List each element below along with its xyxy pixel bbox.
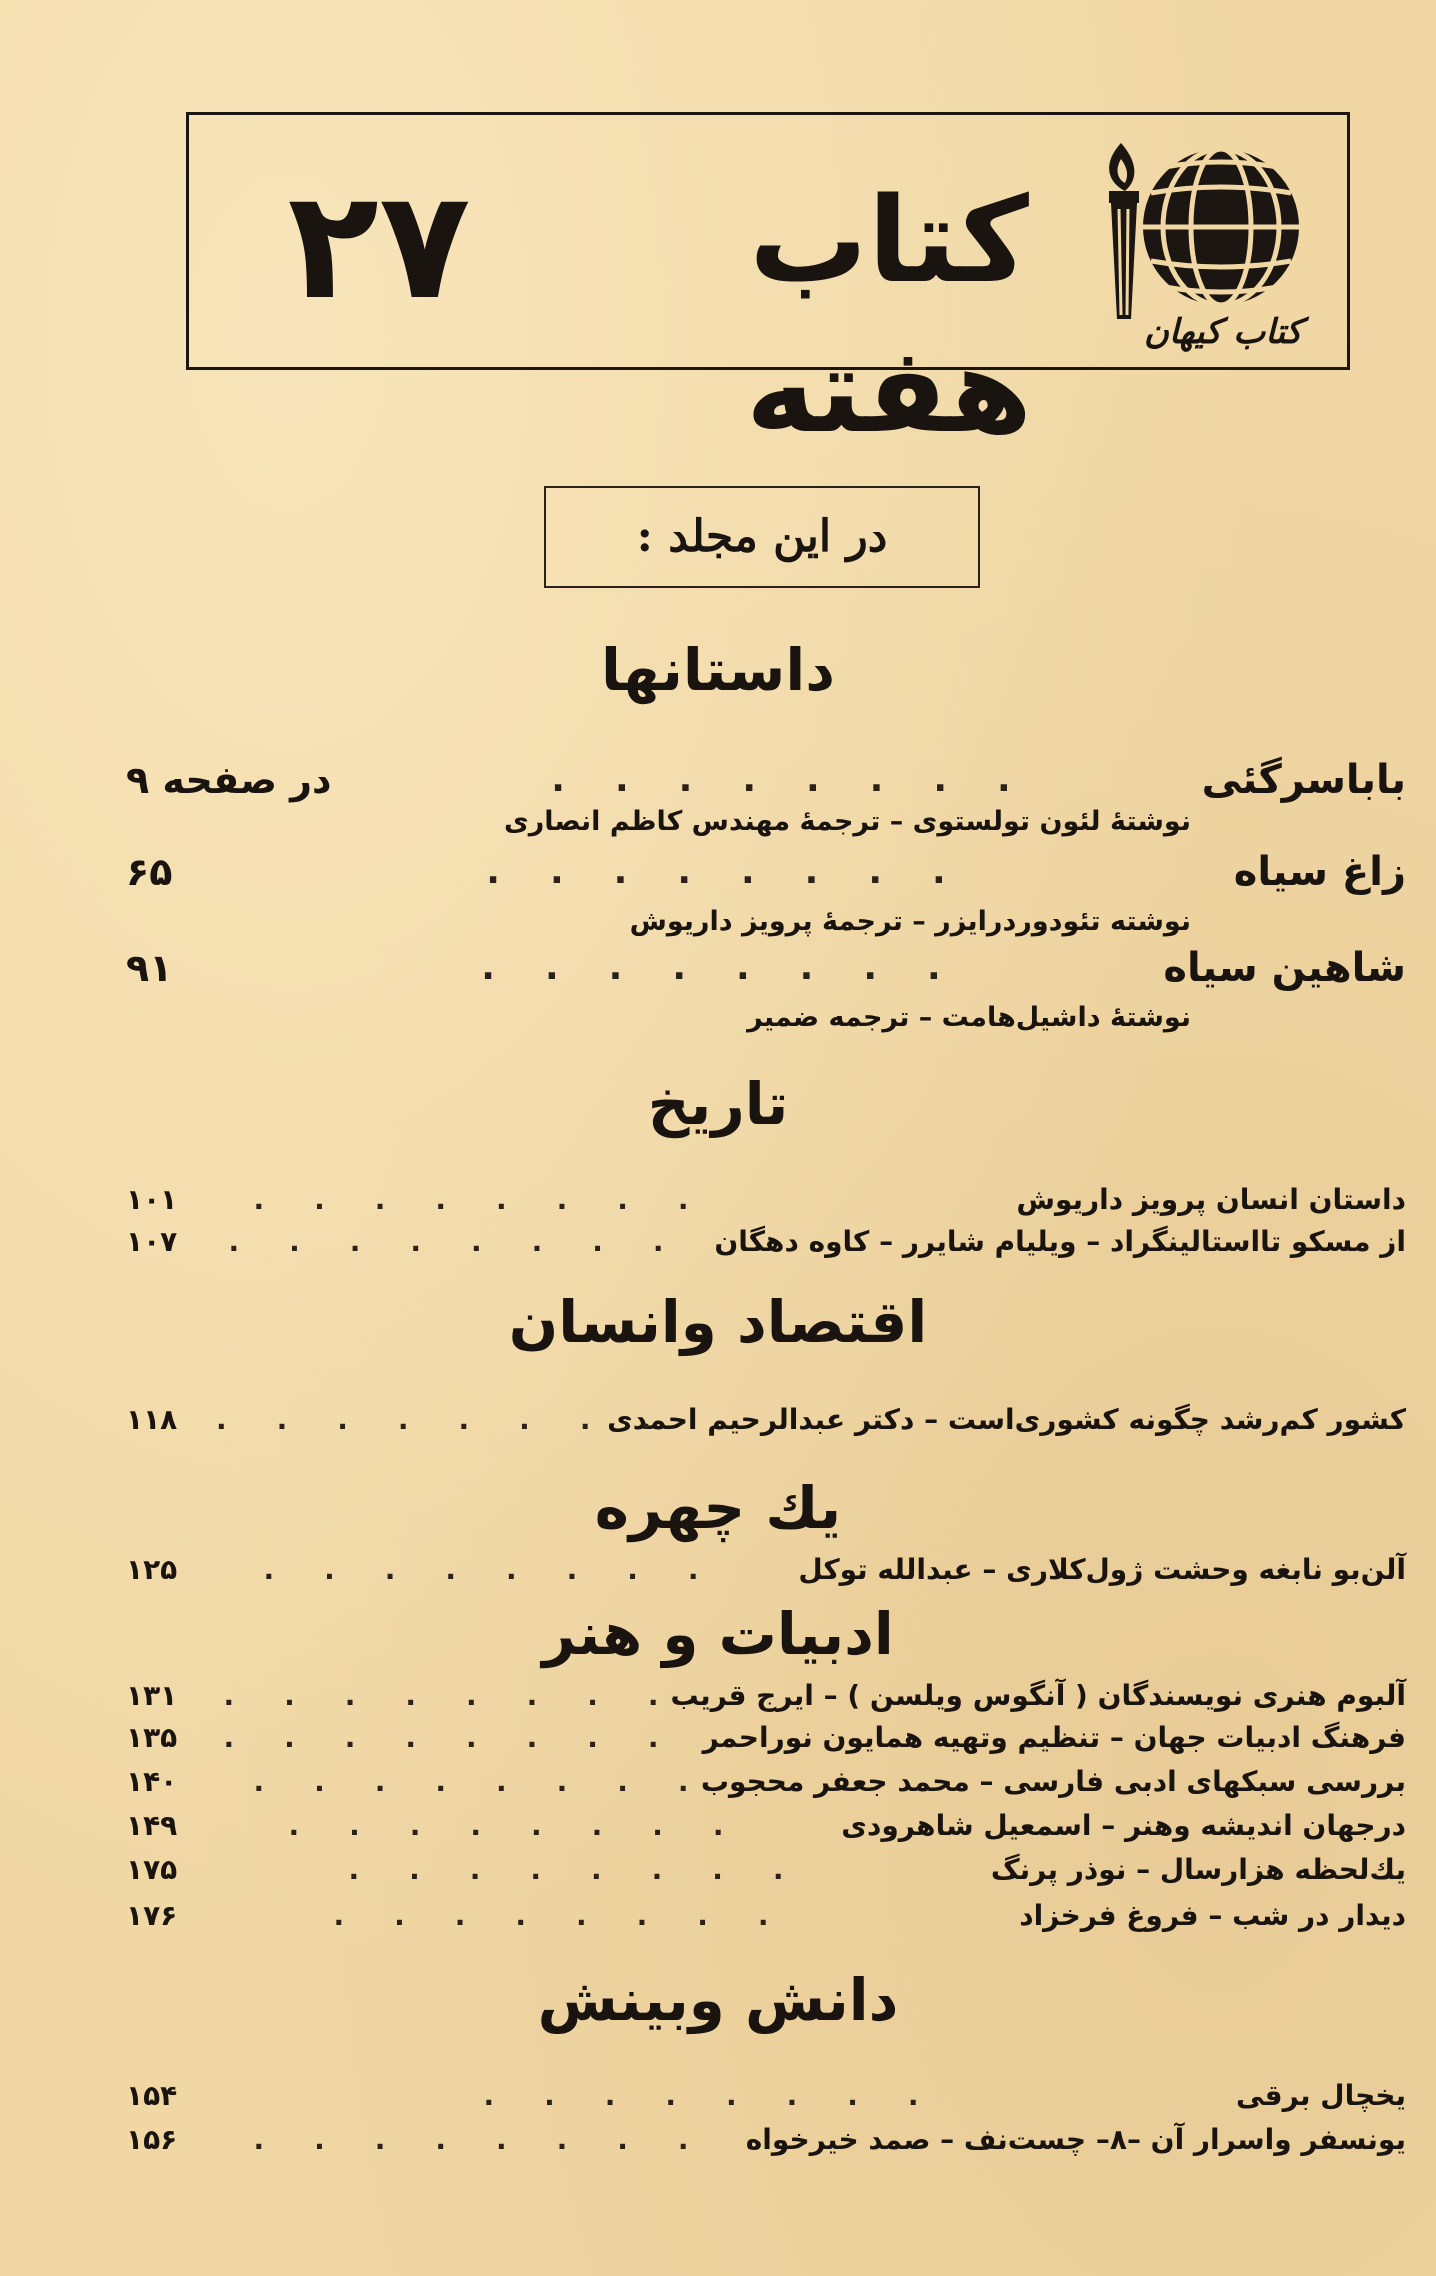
magazine-title: کتاب هفته bbox=[745, 171, 1033, 459]
leader-dots: ........ bbox=[483, 2079, 969, 2112]
entry-title: آلبوم هنری نویسندگان ( آنگوس ویلسن ) – ایرج قریب bbox=[670, 1679, 1406, 1712]
toc-entry bbox=[116, 944, 1406, 992]
leader-dots: ........ bbox=[348, 1853, 834, 1886]
entry-title: زاغ سیاه bbox=[1233, 849, 1406, 895]
leader-dots: ........ bbox=[216, 1403, 702, 1436]
entry-title: داستان انسان پرویز داریوش bbox=[1016, 1183, 1406, 1216]
leader-dots: ........ bbox=[333, 1899, 819, 1932]
entry-page: ۹۱ bbox=[126, 946, 173, 990]
toc-entry bbox=[116, 1846, 1406, 1894]
entry-title: یخچال برقی bbox=[1235, 2079, 1406, 2112]
entry-page: ۱۰۱ bbox=[126, 1183, 178, 1216]
entry-page: ۱۳۵ bbox=[126, 1721, 178, 1754]
toc-entry bbox=[116, 756, 1406, 804]
entry-page: ۱۷۵ bbox=[126, 1853, 178, 1886]
leader-dots: ........ bbox=[486, 851, 996, 892]
entry-title: کشور کم‌رشد چگونه کشوری‌است – دکتر عبدالرحیم احمدی bbox=[607, 1403, 1406, 1436]
leader-dots: ........ bbox=[481, 947, 991, 988]
entry-title: یك‌لحظه هزارسال – نوذر پرنگ bbox=[990, 1853, 1406, 1886]
section-title-economy: اقتصاد وانسان bbox=[508, 1288, 928, 1356]
leader-dots: ........ bbox=[228, 1225, 714, 1258]
torch-globe-icon bbox=[1081, 135, 1311, 325]
toc-entry bbox=[116, 1176, 1406, 1224]
entry-page: ۱۴۰ bbox=[126, 1765, 178, 1798]
section-title-history: تاریخ bbox=[647, 1070, 789, 1138]
entry-title: بررسی سبکهای ادبی فارسی – محمد جعفر محجوب bbox=[700, 1765, 1406, 1798]
toc-entry bbox=[116, 848, 1406, 896]
toc-entry bbox=[116, 1396, 1406, 1444]
entry-title: درجهان اندیشه وهنر – اسمعیل شاهرودی bbox=[841, 1809, 1406, 1842]
section-title-literature-art: ادبیات و هنر bbox=[542, 1600, 894, 1668]
toc-entry bbox=[116, 2116, 1406, 2164]
toc-entry bbox=[116, 1892, 1406, 1940]
entry-title: دیدار در شب – فروغ فرخزاد bbox=[1019, 1899, 1406, 1932]
toc-entry bbox=[116, 1546, 1406, 1594]
entry-page: ۱۷۶ bbox=[126, 1899, 178, 1932]
entry-title: یونسفر واسرار آن –۸– چست‌نف – صمد خیرخواه bbox=[745, 2123, 1406, 2156]
entry-page: ۱۰۷ bbox=[126, 1225, 178, 1258]
leader-dots: ........ bbox=[551, 759, 1061, 800]
entry-byline: نوشتهٔ لئون تولستوی – ترجمهٔ مهندس کاظم انصاری bbox=[504, 806, 1191, 837]
toc-entry bbox=[116, 1758, 1406, 1806]
entry-byline: نوشته تئودوردرایزر – ترجمهٔ پرویز داریوش bbox=[629, 906, 1191, 937]
entry-page: ۱۴۹ bbox=[126, 1809, 178, 1842]
entry-title: باباسرگئی bbox=[1201, 757, 1406, 803]
toc-entry bbox=[116, 1714, 1406, 1762]
entry-page: در صفحه ۹ bbox=[126, 758, 332, 802]
leader-dots: ........ bbox=[223, 1679, 709, 1712]
entry-page: ۱۲۵ bbox=[126, 1553, 178, 1586]
contents-label: در این مجلد : bbox=[544, 486, 980, 588]
entry-title: آلن‌بو نابغه وحشت ژول‌کلاری – عبدالله توکل bbox=[798, 1553, 1406, 1586]
issue-number: ۲۷ bbox=[287, 159, 471, 333]
entry-title: شاهین سیاه bbox=[1163, 945, 1406, 991]
leader-dots: ........ bbox=[253, 2123, 739, 2156]
toc-entry bbox=[116, 1672, 1406, 1720]
entry-byline: نوشتهٔ داشیل‌هامت – ترجمه ضمیر bbox=[747, 1002, 1191, 1033]
leader-dots: ........ bbox=[263, 1553, 749, 1586]
entry-page: ۱۳۱ bbox=[126, 1679, 178, 1712]
leader-dots: ........ bbox=[253, 1183, 739, 1216]
entry-title: فرهنگ ادبیات جهان – تنظیم وتهیه همایون نوراحمر bbox=[702, 1721, 1406, 1754]
toc-entry bbox=[116, 1218, 1406, 1266]
section-title-science: دانش وبینش bbox=[537, 1966, 899, 2034]
toc-entry bbox=[116, 1802, 1406, 1850]
logo-caption: کتاب کیهان bbox=[1143, 312, 1303, 352]
masthead-box bbox=[186, 112, 1350, 459]
leader-dots: ........ bbox=[288, 1809, 774, 1842]
entry-title: از مسکو تااستالینگراد – ویلیام شایرر – کاوه دهگان bbox=[714, 1225, 1406, 1258]
leader-dots: ........ bbox=[253, 1765, 739, 1798]
section-title-portrait: یك چهره bbox=[594, 1474, 842, 1542]
section-title-stories: داستانها bbox=[601, 636, 835, 704]
entry-page: ۱۵۶ bbox=[126, 2123, 178, 2156]
toc-entry bbox=[116, 2072, 1406, 2120]
entry-page: ۱۱۸ bbox=[126, 1403, 178, 1436]
entry-page: ۱۵۴ bbox=[126, 2079, 178, 2112]
entry-page: ۶۵ bbox=[126, 850, 173, 894]
leader-dots: ........ bbox=[223, 1721, 709, 1754]
kayhan-logo bbox=[1081, 135, 1311, 355]
